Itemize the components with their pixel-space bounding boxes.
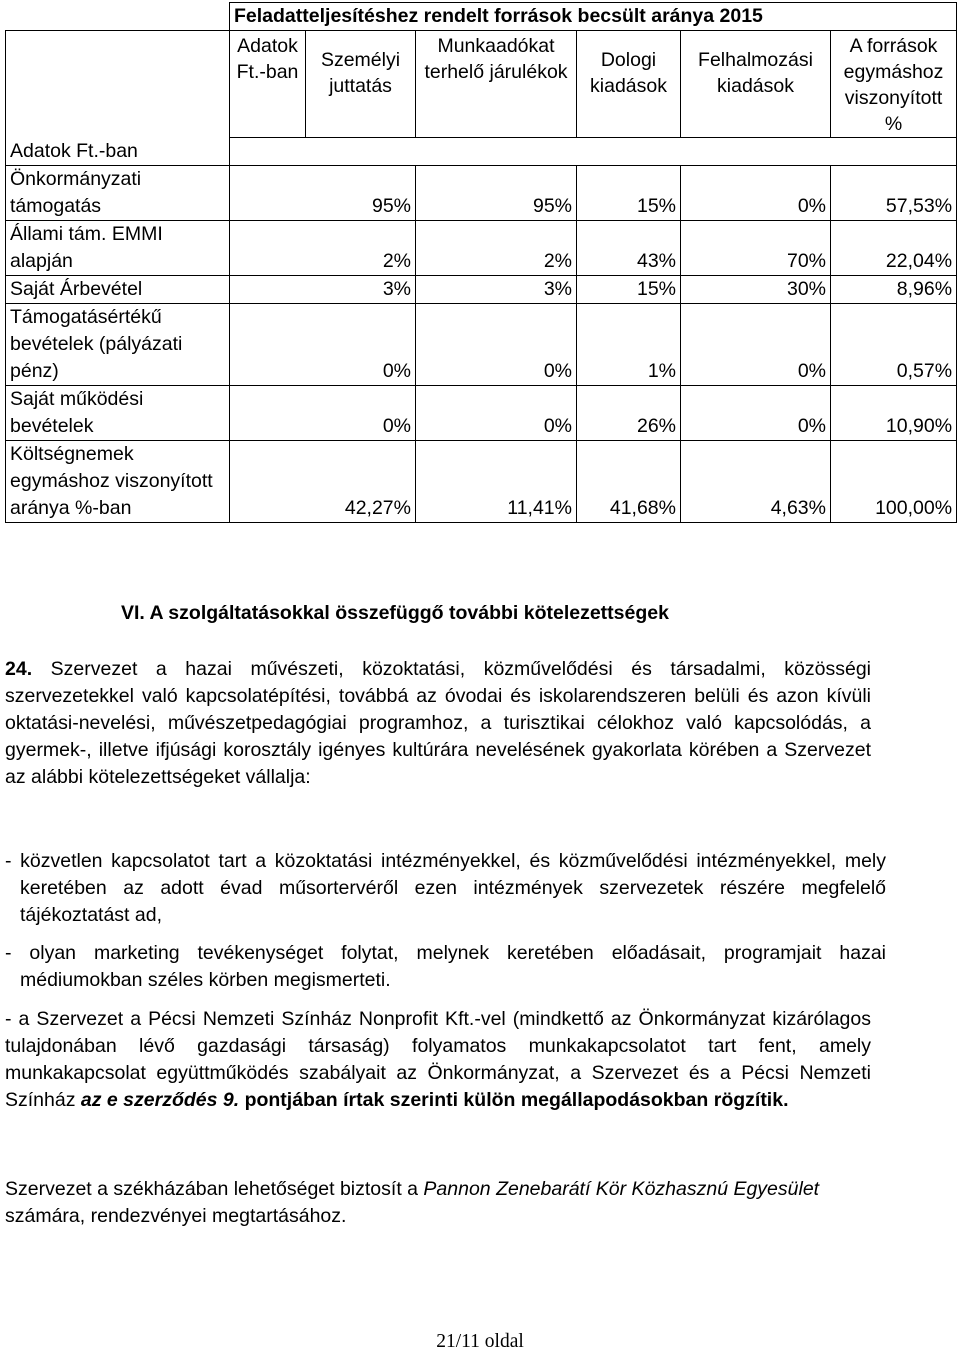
row-label: Költségnemek egymáshoz viszonyított aránya %-ban [6,440,230,522]
table-row [6,220,957,275]
list-item-3 [5,1006,871,1114]
paragraph-text: Szervezet a hazai művészeti, közoktatási, közművelődési és társadalmi, közösségi szervezetekkel való kapcsolatépítési, továbbá az óvodai és iskolarendszeren belüli és azon kívüli oktatási-nevelési, művészetpedagógiai programhoz, a turisztikai célokhoz való kapcsolódás, a gyermek-, illetve ifjúsági korosztály igényes kultúrára nevelésének gyakorlata körében a Szervezet az alábbi kötelezettségeket vállalja: [5,658,871,788]
unit-row-label: Adatok Ft.-ban [6,138,230,166]
header-szemelyi: Személyi juttatás [306,31,416,138]
closing-paragraph [5,1176,871,1230]
closing-before: Szervezet a székházában lehetőséget biztosít a [5,1178,424,1200]
closing-italic: Pannon Zenebarátí Kör Közhasznú Egyesület [423,1178,820,1200]
cell-dologi: 15% [577,165,681,220]
paragraph-number: 24. [5,658,33,680]
list-item-3-bold-italic: az e szerződés 9. [80,1089,240,1111]
row-label: Saját működési bevételek [6,385,230,440]
cell-munkaado: 2% [416,220,577,275]
cell-felhalmozasi: 0% [681,165,831,220]
cell-forrasok: 57,53% [831,165,957,220]
cell-dologi: 41,68% [577,440,681,522]
page-number: 21/11 oldal [436,1331,524,1352]
header-adatok: Adatok Ft.-ban [230,31,306,138]
cell-dologi: 15% [577,275,681,303]
cell-forrasok: 22,04% [831,220,957,275]
cell-forrasok: 0,57% [831,303,957,385]
list-item-1: - közvetlen kapcsolatot tart a közoktatási intézményekkel, és közművelődési intézményekkel, mely keretében az adott évad műsortervéről ezen intézmények szervezetek részére megfelelő tájékoztatást ad, [5,850,886,926]
table-header-row [6,31,957,138]
cell-felhalmozasi: 30% [681,275,831,303]
row-label: Támogatásértékű bevételek (pályázati pénz) [6,303,230,385]
cell-forrasok: 100,00% [831,440,957,522]
header-munkaado: Munkaadókat terhelő járulékok [416,31,577,138]
closing-after: számára, rendezvényei megtartásához. [5,1205,347,1227]
cell-felhalmozasi: 0% [681,385,831,440]
list-item-3-bold: pontjában írtak szerinti külön megállapodásokban rögzítik. [244,1089,789,1111]
cell-szemelyi: 3% [230,275,416,303]
list-item-3-text: - a Szervezet a Pécsi Nemzeti Színház Nonprofit Kft.-vel (mindkettő az Önkormányzat kizárólagos tulajdonában lévő gazdasági társaság) folyamatos munkakapcsolatot tart fent, amely munkakapcsolat együttműködés szabályait az Önkormányzat, a Szervezet és a Pécsi Nemzeti Színház [5,1008,871,1111]
cell-felhalmozasi: 0% [681,303,831,385]
paragraph-24 [5,656,871,791]
list-item-2: - olyan marketing tevékenységet folytat, melynek keretében előadásait, programjait hazai médiumokban széles körben megismerteti. [5,942,886,991]
header-dologi: Dologi kiadások [577,31,681,138]
cell-munkaado: 0% [416,385,577,440]
row-label: Önkormányzati támogatás [6,165,230,220]
cell-felhalmozasi: 70% [681,220,831,275]
cell-munkaado: 3% [416,275,577,303]
cell-felhalmozasi: 4,63% [681,440,831,522]
cell-dologi: 1% [577,303,681,385]
cell-szemelyi: 2% [230,220,416,275]
row-label: Állami tám. EMMI alapján [6,220,230,275]
cell-dologi: 26% [577,385,681,440]
cell-munkaado: 0% [416,303,577,385]
cell-szemelyi: 42,27% [230,440,416,522]
table-title: Feladatteljesítéshez rendelt források becsült aránya 2015 [230,3,957,31]
cell-forrasok: 10,90% [831,385,957,440]
table-row [6,385,957,440]
cell-munkaado: 11,41% [416,440,577,522]
header-forrasok: A források egymáshoz viszonyított % [831,31,957,138]
cell-munkaado: 95% [416,165,577,220]
section-title: VI. A szolgáltatásokkal összefüggő további kötelezettségek [121,602,669,624]
row-label: Saját Árbevétel [6,275,230,303]
funding-table [5,2,957,523]
table-row [6,275,957,303]
table-row [6,165,957,220]
cell-szemelyi: 95% [230,165,416,220]
header-felhalmozasi: Felhalmozási kiadások [681,31,831,138]
cell-szemelyi: 0% [230,385,416,440]
table-row [6,303,957,385]
cell-szemelyi: 0% [230,303,416,385]
cell-dologi: 43% [577,220,681,275]
cell-forrasok: 8,96% [831,275,957,303]
table-row [6,440,957,522]
